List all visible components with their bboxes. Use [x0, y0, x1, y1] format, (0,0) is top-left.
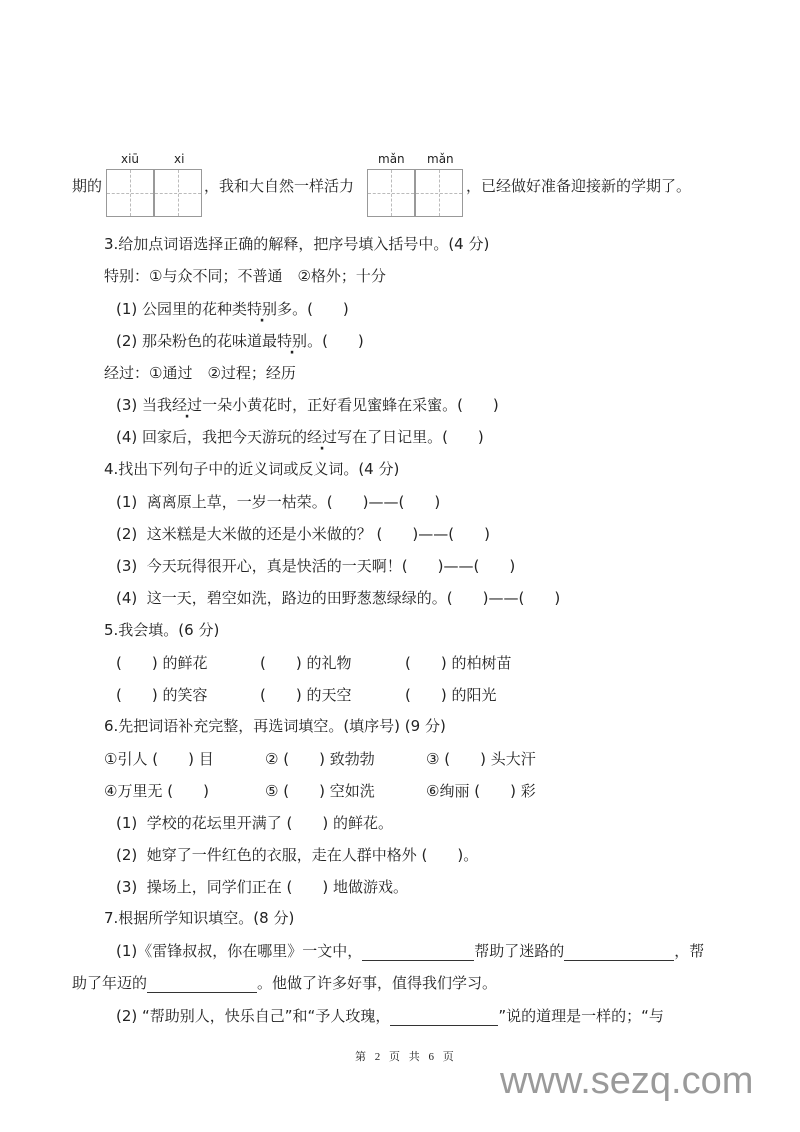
q2-suffix: ，已经做好准备迎接新的学期了。 — [466, 177, 692, 195]
text: 回家后，我把今天游玩的 — [142, 428, 308, 446]
answer-blank[interactable] — [147, 976, 257, 993]
word-item[interactable]: ③ ( ) 头大汗 — [426, 750, 536, 768]
answer-bracket[interactable]: 。( ) — [307, 332, 364, 350]
text: 。他做了许多好事，值得我们学习。 — [257, 974, 498, 992]
fill-item[interactable]: ( ) 的阳光 — [405, 686, 497, 704]
word-item[interactable]: ①引人 ( ) 目 — [104, 750, 214, 768]
word-item[interactable]: ⑤ ( ) 空如洗 — [265, 782, 375, 800]
tianzige-box[interactable] — [154, 169, 202, 217]
answer-bracket[interactable]: 一朵小黄花时，正好看见蜜蜂在采蜜。( ) — [202, 396, 499, 414]
text: ”说的道理是一样的；“与 — [498, 1007, 664, 1025]
fill-item[interactable]: ( ) 的天空 — [260, 686, 352, 704]
emphasized-word: 特别 — [277, 332, 308, 350]
question-title: 6.先把词语补充完整，再选词填空。(填序号) (9 分) — [104, 717, 446, 735]
sub-question — [116, 1006, 664, 1026]
text: 帮助了迷路的 — [474, 942, 565, 960]
tianzige-box[interactable] — [415, 169, 463, 217]
answer-blank[interactable] — [390, 1009, 498, 1026]
sub-question — [116, 941, 704, 961]
text: 助了年迈的 — [72, 974, 148, 992]
sub-question[interactable]: (1) 学校的花坛里开满了 ( ) 的鲜花。 — [116, 814, 394, 832]
definition: 特别：①与众不同；不普通 ②格外；十分 — [104, 267, 386, 285]
item-number: (4) — [116, 428, 138, 446]
question-title: 4.找出下列句子中的近义词或反义词。(4 分) — [104, 460, 400, 478]
word-item[interactable]: ④万里无 ( ) — [104, 782, 209, 800]
q2-middle: ，我和大自然一样活力 — [204, 177, 355, 195]
sub-question[interactable]: (3) 操场上，同学们正在 ( ) 地做游戏。 — [116, 878, 409, 896]
q2-prefix: 期的 — [72, 177, 103, 195]
question-title: 7.根据所学知识填空。(8 分) — [104, 909, 295, 927]
fill-item[interactable]: ( ) 的鲜花 — [116, 654, 208, 672]
text: ，帮 — [674, 942, 705, 960]
sub-question — [116, 395, 499, 415]
question-title: 3.给加点词语选择正确的解释，把序号填入括号中。(4 分) — [104, 235, 490, 253]
sub-question[interactable]: (2) 这米糕是大米做的还是小米做的？ ( )——( ) — [116, 525, 490, 543]
answer-blank[interactable] — [564, 944, 674, 961]
fill-item[interactable]: ( ) 的柏树苗 — [405, 654, 512, 672]
item-number: (3) — [116, 396, 138, 414]
answer-blank[interactable] — [362, 944, 474, 961]
fill-item[interactable]: ( ) 的礼物 — [260, 654, 352, 672]
tianzige-box[interactable] — [106, 169, 154, 217]
sub-question[interactable]: (4) 这一天，碧空如洗，路边的田野葱葱绿绿的。( )——( ) — [116, 589, 561, 607]
pinyin: xi — [174, 152, 185, 166]
item-number: (2) — [116, 332, 138, 350]
emphasized-word: 特别 — [247, 300, 278, 318]
sub-question[interactable]: (2) 她穿了一件红色的衣服，走在人群中格外 ( )。 — [116, 846, 479, 864]
watermark: www.sezq.com — [500, 1060, 754, 1102]
page-number: 第 2 页 共 6 页 — [355, 1051, 457, 1063]
question-title: 5.我会填。(6 分) — [104, 621, 220, 639]
sub-question[interactable]: (1) 离离原上草，一岁一枯荣。( )——( ) — [116, 493, 441, 511]
text: (1)《雷锋叔叔，你在哪里》一文中， — [116, 942, 363, 960]
emphasized-word: 经过 — [172, 396, 203, 414]
tianzige-box[interactable] — [367, 169, 415, 217]
word-item[interactable]: ② ( ) 致勃勃 — [265, 750, 375, 768]
text: 当我 — [142, 396, 173, 414]
sub-question — [116, 299, 349, 319]
sub-question[interactable]: (3) 今天玩得很开心，真是快活的一天啊！( )——( ) — [116, 557, 516, 575]
answer-bracket[interactable]: 多。( ) — [277, 300, 349, 318]
sub-question-cont — [72, 973, 497, 993]
sub-question — [116, 331, 364, 351]
text: (2) “帮助别人，快乐自己”和“予人玫瑰， — [116, 1007, 391, 1025]
sub-question — [116, 427, 484, 447]
pinyin: mǎn — [378, 152, 405, 166]
pinyin: xiū — [121, 152, 140, 166]
fill-item[interactable]: ( ) 的笑容 — [116, 686, 208, 704]
text: 公园里的花种类 — [142, 300, 248, 318]
item-number: (1) — [116, 300, 138, 318]
answer-bracket[interactable]: 写在了日记里。( ) — [337, 428, 484, 446]
word-item[interactable]: ⑥绚丽 ( ) 彩 — [426, 782, 536, 800]
text: 那朵粉色的花味道最 — [142, 332, 278, 350]
definition: 经过：①通过 ②过程；经历 — [104, 364, 296, 382]
pinyin: mǎn — [427, 152, 454, 166]
emphasized-word: 经过 — [307, 428, 338, 446]
